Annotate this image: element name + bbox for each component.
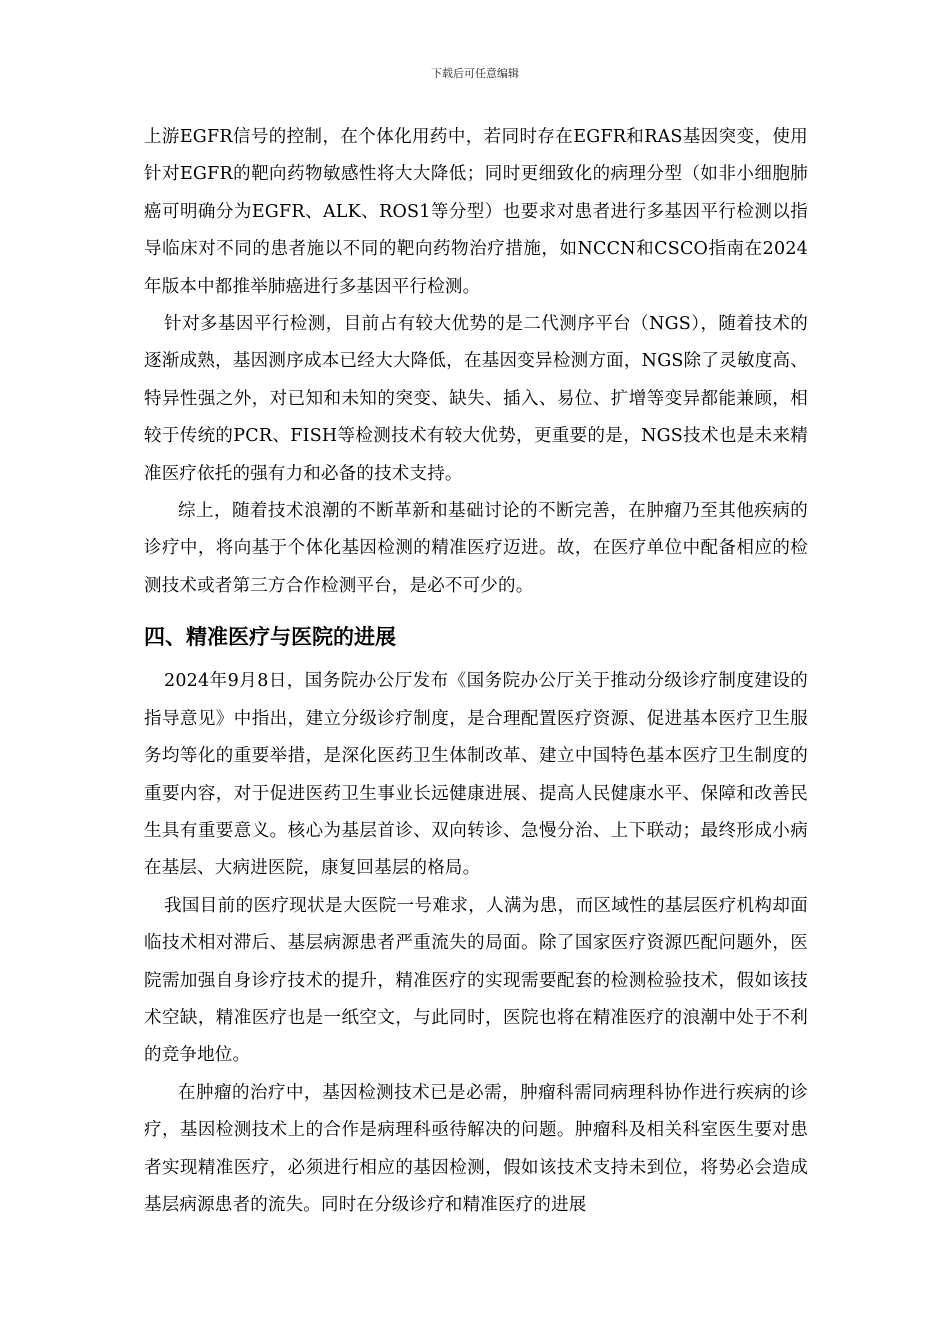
header-note: 下载后可任意编辑: [431, 67, 519, 80]
section-title: 四、精准医疗与医院的进展: [144, 625, 396, 650]
paragraph-ngs: 针对多基因平行检测，目前占有较大优势的是二代测序平台（NGS），随着技术的逐渐成熟，基因测序成本已经大大降低，在基因变异检测方面，NGS除了灵敏度高、特异性强之外，对已知和未知的突变、缺失、插入、易位、扩增等变异都能兼顾，相较于传统的PCR、FISH等检测技术有较大优势，更重要的是，NGS技术也是未来精准医疗依托的强有力和必备的技术支持。: [144, 314, 808, 484]
paragraph-policy: 2024年9月8日，国务院办公厅发布《国务院办公厅关于推动分级诊疗制度建设的指导意见》中指出，建立分级诊疗制度，是合理配置医疗资源、促进基本医疗卫生服务均等化的重要举措，是深化医药卫生体制改革、建立中国特色基本医疗卫生制度的重要内容，对于促进医药卫生事业长远健康进展、提高人民健康水平、保障和改善民生具有重要意义。核心为基层首诊、双向转诊、急慢分治、上下联动；最终形成小病在基层、大病进医院，康复回基层的格局。: [144, 671, 808, 879]
paragraph-medical-status: 我国目前的医疗现状是大医院一号难求，人满为患，而区域性的基层医疗机构却面临技术相对滞后、基层病源患者严重流失的局面。除了国家医疗资源匹配问题外，医院需加强自身诊疗技术的提升，精准医疗的实现需要配套的检测检验技术，假如该技术空缺，精准医疗也是一纸空文，与此同时，医院也将在精准医疗的浪潮中处于不利的竞争地位。: [144, 895, 808, 1066]
paragraph-summary: 综上，随着技术浪潮的不断革新和基础讨论的不断完善，在肿瘤乃至其他疾病的诊疗中，将向基于个体化基因检测的精准医疗迈进。故，在医疗单位中配备相应的检测技术或者第三方合作检测平台，是必不可少的。: [144, 501, 808, 596]
paragraph-egfr-continuation: 上游EGFR信号的控制，在个体化用药中，若同时存在EGFR和RAS基因突变，使用针对EGFR的靶向药物敏感性将大大降低；同时更细致化的病理分型（如非小细胞肺癌可明确分为EGFR、ALK、ROS1等分型）也要求对患者进行多基因平行检测以指导临床对不同的患者施以不同的靶向药物治疗措施，如NCCN和CSCO指南在2024年版本中都推举肺癌进行多基因平行检测。: [144, 127, 808, 297]
paragraph-tumor-treatment: 在肿瘤的治疗中，基因检测技术已是必需，肿瘤科需同病理科协作进行疾病的诊疗，基因检测技术上的合作是病理科亟待解决的问题。肿瘤科及相关科室医生要对患者实现精准医疗，必须进行相应的基因检测，假如该技术支持未到位，将势必会造成基层病源患者的流失。同时在分级诊疗和精准医疗的进展: [144, 1082, 808, 1215]
document-body: [144, 119, 808, 1224]
